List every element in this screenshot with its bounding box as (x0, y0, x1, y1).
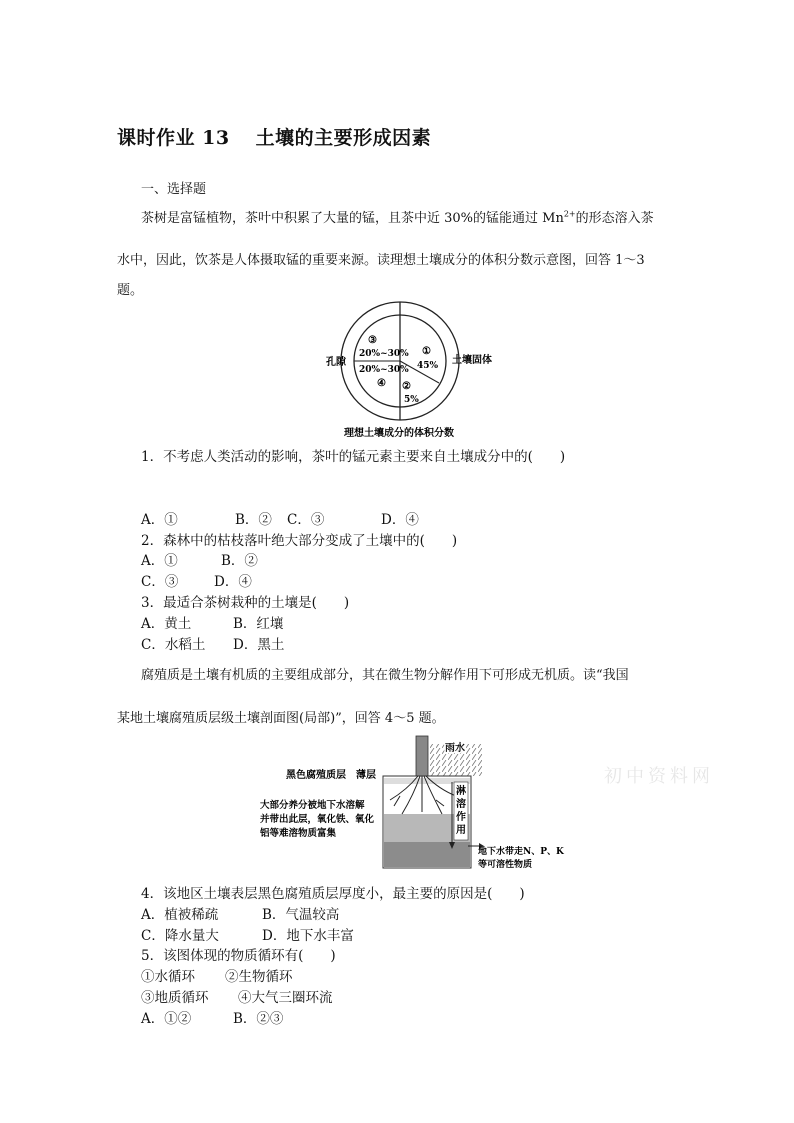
q1-option-c[interactable]: C．③ (287, 512, 325, 528)
q2-option-b[interactable]: B．② (221, 553, 258, 569)
q3-stem: 3．最适合茶树栽种的土壤是( ) (141, 595, 350, 611)
q3-option-a[interactable]: A．黄土 (141, 616, 192, 632)
title-text: 土壤的主要形成因素 (255, 127, 432, 149)
intro2-line2: 某地土壤腐殖质层级土壤剖面图(局部)”，回答 4～5 题。 (117, 711, 445, 726)
intro1-line2: 水中，因此，饮茶是人体摄取锰的重要来源。读理想土壤成分的体积分数示意图，回答 1～3 (117, 253, 645, 268)
q2-option-c[interactable]: C．③ (141, 574, 179, 590)
seg1-value: 45% (417, 361, 439, 371)
intro1-line1 (141, 207, 654, 226)
q4-option-b[interactable]: B．气温较高 (262, 907, 340, 923)
q5-item-2: ②生物循环 (225, 969, 293, 985)
q4-option-c[interactable]: C．降水量大 (141, 928, 219, 944)
mn-superscript: 2+ (563, 209, 576, 219)
figure1-caption: 理想土壤成分的体积分数 (344, 428, 454, 439)
q5-option-b[interactable]: B．②③ (233, 1011, 284, 1027)
humus-layer-label: 黑色腐殖质层 薄层 (286, 770, 376, 781)
intro1-line3: 题。 (117, 283, 144, 298)
seg2-value: 5% (404, 395, 419, 405)
intro1-line1-tail: 的形态溶入茶 (575, 211, 654, 226)
q3-option-d[interactable]: D．黑土 (233, 637, 285, 653)
solid-label: 土壤固体 (452, 355, 492, 366)
rain-label: 雨水 (445, 743, 465, 754)
q2-option-a[interactable]: A．① (141, 553, 178, 569)
left-note-3: 铝等难溶物质富集 (260, 828, 337, 839)
q5-stem: 5．该图体现的物质循环有( ) (141, 948, 336, 964)
title-prefix: 课时作业 13 (117, 127, 230, 149)
right-note-2: 等可溶性物质 (478, 860, 533, 870)
tree-trunk (416, 736, 428, 776)
seg2-num: ② (402, 381, 411, 392)
left-note-2: 并带出此层，氧化铁、氧化 (260, 814, 375, 825)
q4-stem: 4．该地区土壤表层黑色腐殖质层厚度小，最主要的原因是( ) (141, 886, 525, 902)
q2-stem: 2．森林中的枯枝落叶绝大部分变成了土壤中的( ) (141, 533, 458, 549)
section-heading: 一、选择题 (141, 182, 207, 197)
leach-char-4: 用 (456, 825, 466, 836)
right-note-1: 地下水带走N、P、K (478, 847, 564, 857)
q1-option-d[interactable]: D．④ (381, 512, 419, 528)
q5-item-3: ③地质循环 (141, 990, 209, 1006)
q1-stem: 1．不考虑人类活动的影响，茶叶的锰元素主要来自土壤成分中的( ) (141, 449, 566, 465)
q4-option-a[interactable]: A．植被稀疏 (141, 907, 219, 923)
q4-option-d[interactable]: D．地下水丰富 (262, 928, 354, 944)
bottom-layer (384, 842, 470, 867)
leach-char-1: 淋 (456, 786, 466, 797)
seg3-value: 20%~30% (359, 349, 409, 359)
leach-char-2: 溶 (456, 799, 466, 810)
q5-item-4: ④大气三圈环流 (238, 990, 333, 1006)
pore-label: 孔隙 (326, 357, 346, 368)
q3-option-c[interactable]: C．水稻土 (141, 637, 206, 653)
left-note-1: 大部分养分被地下水溶解 (260, 800, 365, 811)
soil-profile-figure (250, 736, 564, 872)
intro2-line1: 腐殖质是土壤有机质的主要组成部分，其在微生物分解作用下可形成无机质。读“我国 (141, 668, 629, 683)
page-title (117, 123, 431, 150)
q2-option-d[interactable]: D．④ (214, 574, 252, 590)
soil-composition-figure (320, 300, 510, 440)
seg4-num: ④ (377, 378, 386, 389)
q1-option-b[interactable]: B．② (235, 512, 272, 528)
q3-option-b[interactable]: B．红壤 (233, 616, 284, 632)
seg1-num: ① (422, 346, 431, 357)
q5-option-a[interactable]: A．①② (141, 1011, 192, 1027)
intro1-line1-text: 茶树是富锰植物，茶叶中积累了大量的锰，且茶中近 30%的锰能通过 Mn (141, 211, 564, 226)
seg4-value: 20%~30% (359, 365, 409, 375)
q1-option-a[interactable]: A．① (141, 512, 178, 528)
watermark: 初中资料网 (604, 766, 714, 787)
q5-item-1: ①水循环 (141, 969, 195, 985)
seg3-num: ③ (368, 335, 377, 346)
leach-char-3: 作 (456, 812, 466, 823)
